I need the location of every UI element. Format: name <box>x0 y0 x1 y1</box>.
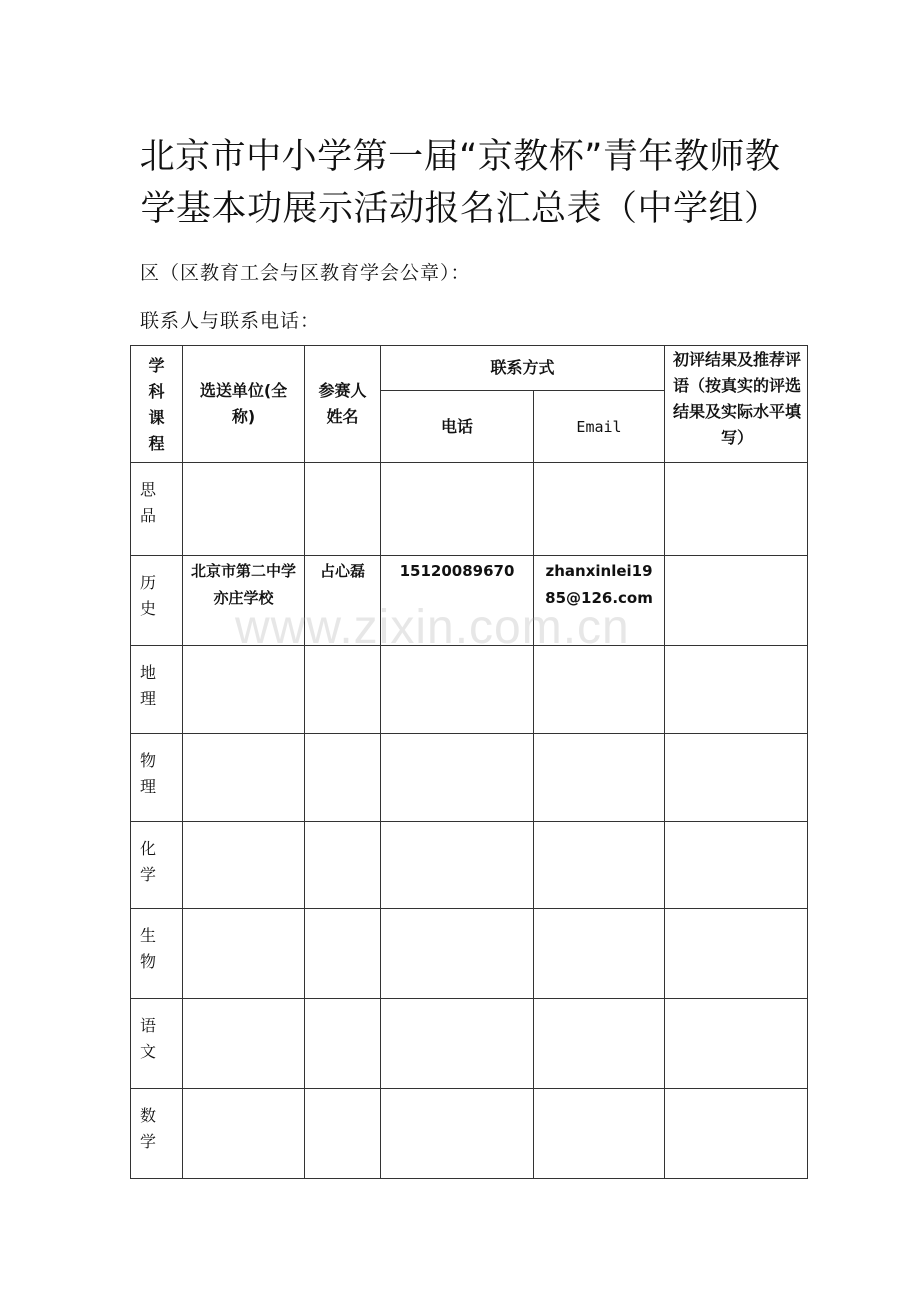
email-cell <box>534 999 665 1089</box>
header-evaluation: 初评结果及推荐评语（按真实的评选结果及实际水平填写） <box>665 346 808 463</box>
table-row <box>131 1089 808 1179</box>
name-cell <box>305 463 381 556</box>
evaluation-cell <box>665 822 808 909</box>
email-cell: zhanxinlei1985@126.com <box>534 556 665 646</box>
header-email: Email <box>534 391 665 463</box>
district-seal-label: 区（区教育工会与区教育学会公章）： <box>140 262 471 284</box>
evaluation-cell <box>665 463 808 556</box>
evaluation-cell <box>665 734 808 822</box>
contact-person-label: 联系人与联系电话： <box>140 310 321 332</box>
name-cell <box>305 822 381 909</box>
unit-cell <box>183 822 305 909</box>
unit-cell <box>183 1089 305 1179</box>
table-row <box>131 556 808 646</box>
name-cell <box>305 1089 381 1179</box>
unit-cell <box>183 909 305 999</box>
page-title-line-1: 北京市中小学第一届“京教杯”青年教师教 <box>139 137 781 177</box>
phone-cell <box>381 463 534 556</box>
email-cell <box>534 646 665 734</box>
unit-cell <box>183 646 305 734</box>
phone-cell <box>381 646 534 734</box>
evaluation-cell <box>665 1089 808 1179</box>
table-row <box>131 822 808 909</box>
name-cell: 占心磊 <box>305 556 381 646</box>
phone-cell <box>381 909 534 999</box>
unit-cell <box>183 999 305 1089</box>
table-row <box>131 646 808 734</box>
header-subject: 学 科 课 程 <box>131 346 183 463</box>
header-unit: 选送单位(全称) <box>183 346 305 463</box>
unit-cell: 北京市第二中学亦庄学校 <box>183 556 305 646</box>
subject-cell: 地 理 <box>131 646 183 734</box>
subject-cell: 思 品 <box>131 463 183 556</box>
phone-cell <box>381 999 534 1089</box>
subject-cell: 语 文 <box>131 999 183 1089</box>
name-cell <box>305 646 381 734</box>
page-title-line-2: 学基本功展示活动报名汇总表（中学组） <box>140 189 780 229</box>
name-cell <box>305 734 381 822</box>
subject-cell: 数 学 <box>131 1089 183 1179</box>
evaluation-cell <box>665 556 808 646</box>
phone-cell: 15120089670 <box>381 556 534 646</box>
name-cell <box>305 999 381 1089</box>
email-cell <box>534 1089 665 1179</box>
phone-cell <box>381 822 534 909</box>
phone-cell <box>381 734 534 822</box>
header-contact: 联系方式 <box>381 346 665 391</box>
subject-cell: 历 史 <box>131 556 183 646</box>
email-cell <box>534 909 665 999</box>
subject-cell: 化 学 <box>131 822 183 909</box>
subject-cell: 生 物 <box>131 909 183 999</box>
email-cell <box>534 463 665 556</box>
unit-cell <box>183 734 305 822</box>
evaluation-cell <box>665 646 808 734</box>
table-row <box>131 734 808 822</box>
header-name: 参赛人姓名 <box>305 346 381 463</box>
header-row <box>131 346 808 391</box>
evaluation-cell <box>665 999 808 1089</box>
unit-cell <box>183 463 305 556</box>
registration-table <box>130 345 808 1179</box>
header-phone: 电话 <box>381 391 534 463</box>
table-row <box>131 999 808 1089</box>
email-cell <box>534 822 665 909</box>
email-cell <box>534 734 665 822</box>
watermark-text: www.zixin.com.cn <box>235 601 630 654</box>
table-row <box>131 463 808 556</box>
evaluation-cell <box>665 909 808 999</box>
table-row <box>131 909 808 999</box>
subject-cell: 物 理 <box>131 734 183 822</box>
phone-cell <box>381 1089 534 1179</box>
name-cell <box>305 909 381 999</box>
